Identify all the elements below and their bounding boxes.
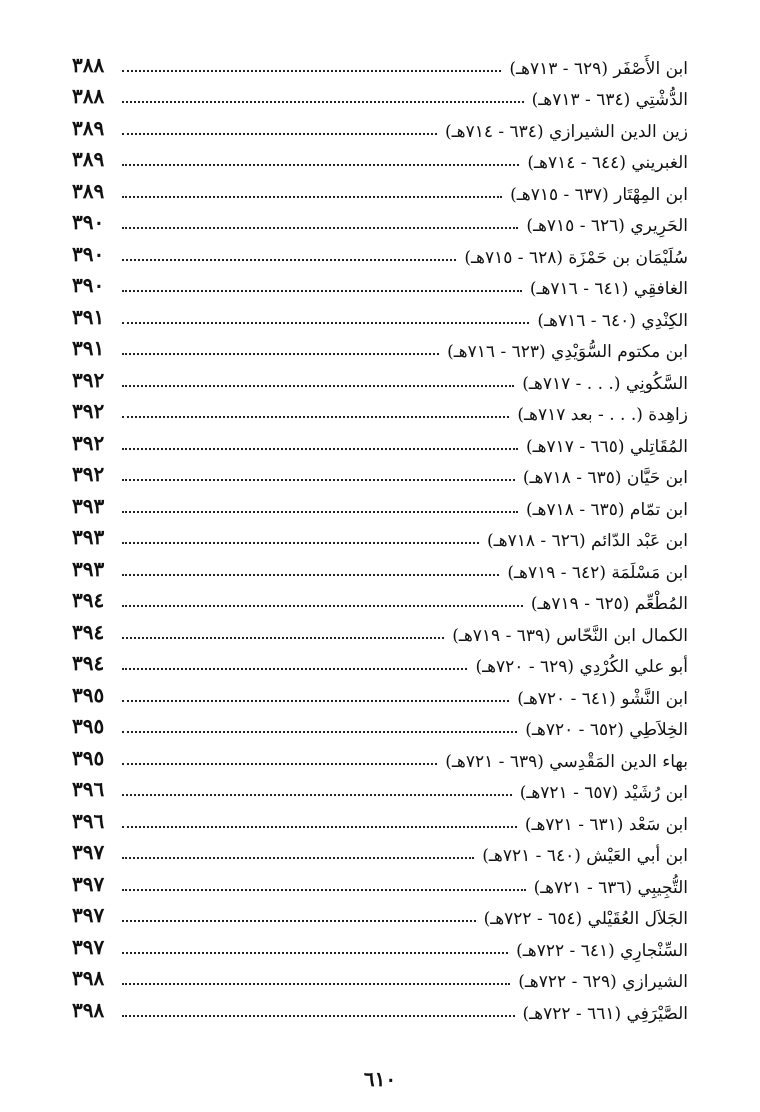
toc-row bbox=[72, 334, 688, 366]
toc-page-number: ٣٩٦ bbox=[72, 777, 105, 801]
toc-entry-name: الصَّيْرَفِي (٦٦١ - ٧٢٢هـ) bbox=[522, 1003, 688, 1024]
dot-leader bbox=[122, 763, 437, 765]
dot-leader bbox=[122, 889, 526, 891]
toc-page-number: ٣٩٨ bbox=[72, 997, 105, 1022]
dot-leader bbox=[122, 259, 456, 261]
toc-page-number: ٣٨٩ bbox=[72, 115, 105, 140]
dot-leader bbox=[122, 353, 439, 355]
toc-page-number: ٣٩٧ bbox=[72, 903, 105, 927]
toc-entry-name: ابن عَبْد الدّائم (٦٢٦ - ٧١٨هـ) bbox=[487, 531, 688, 551]
toc-page-number: ٣٩٤ bbox=[72, 588, 105, 612]
toc-entry-name: السِّنْجارِي (٦٤١ - ٧٢٢هـ) bbox=[516, 940, 688, 961]
dot-leader bbox=[122, 196, 502, 198]
toc-page-number: ٣٩٠ bbox=[72, 210, 105, 234]
dot-leader bbox=[122, 605, 523, 607]
toc-page-number: ٣٨٩ bbox=[72, 178, 105, 203]
toc-page-number: ٣٩٢ bbox=[72, 399, 105, 423]
toc-entry-name: زاهِدة (. . . - بعد ٧١٧هـ) bbox=[517, 405, 688, 425]
dot-leader bbox=[122, 983, 510, 985]
toc-entry-name: بهاء الدين المَقْدِسي (٦٣٩ - ٧٢١هـ) bbox=[445, 751, 688, 772]
toc-entry-name: ابن أبي العَيْش (٦٤٠ - ٧٢١هـ) bbox=[482, 846, 688, 866]
toc-row bbox=[72, 649, 688, 681]
toc-row bbox=[72, 586, 688, 618]
toc-page-number: ٣٩٣ bbox=[72, 493, 105, 518]
toc-row bbox=[72, 964, 688, 996]
toc-entry-name: ابن تمّام (٦٣٥ - ٧١٨هـ) bbox=[525, 499, 688, 520]
dot-leader bbox=[122, 637, 444, 639]
dot-leader bbox=[122, 479, 515, 481]
table-of-contents bbox=[72, 50, 688, 1027]
toc-entry-name: ابن سَعْد (٦٣١ - ٧٢١هـ) bbox=[524, 814, 688, 835]
dot-leader bbox=[122, 290, 522, 292]
toc-page-number: ٣٨٩ bbox=[72, 147, 105, 171]
toc-entry-name: الدُّشْتِي (٦٣٤ - ٧١٣هـ) bbox=[531, 90, 688, 110]
dot-leader bbox=[122, 826, 517, 828]
toc-page-number: ٣٩١ bbox=[72, 304, 105, 329]
toc-entry-name: ابن الأَصْفَر (٦٢٩ - ٧١٣هـ) bbox=[509, 58, 688, 79]
toc-entry-name: الكِنْدِي (٦٤٠ - ٧١٦هـ) bbox=[537, 310, 688, 331]
toc-page-number: ٣٩٧ bbox=[72, 840, 105, 864]
toc-row bbox=[72, 50, 688, 82]
dot-leader bbox=[122, 385, 514, 387]
toc-entry-name: الحَرِيري (٦٢٦ - ٧١٥هـ) bbox=[526, 216, 688, 236]
toc-entry-name: ابن حَيَّان (٦٣٥ - ٧١٨هـ) bbox=[522, 468, 688, 488]
dot-leader bbox=[122, 511, 518, 513]
toc-row bbox=[72, 365, 688, 397]
toc-row bbox=[72, 239, 688, 271]
toc-row bbox=[72, 460, 688, 492]
toc-entry-name: الخِلاَطِي (٦٥٢ - ٧٢٠هـ) bbox=[525, 720, 688, 740]
toc-row bbox=[72, 271, 688, 303]
dot-leader bbox=[122, 1015, 515, 1017]
toc-row bbox=[72, 838, 688, 870]
toc-entry-name: الكمال ابن النَّحّاس (٦٣٩ - ٧١٩هـ) bbox=[452, 625, 688, 646]
toc-page-number: ٣٩٢ bbox=[72, 430, 105, 455]
toc-entry-name: التُّجِيبِي (٦٣٦ - ٧٢١هـ) bbox=[533, 877, 688, 898]
toc-row bbox=[72, 617, 688, 649]
dot-leader bbox=[122, 164, 519, 166]
toc-row bbox=[72, 554, 688, 586]
toc-entry-name: ابن مَسْلَمَة (٦٤٢ - ٧١٩هـ) bbox=[507, 562, 688, 583]
toc-page-number: ٣٩٥ bbox=[72, 682, 105, 707]
dot-leader bbox=[122, 448, 518, 450]
toc-row bbox=[72, 176, 688, 208]
toc-row bbox=[72, 145, 688, 177]
toc-row bbox=[72, 82, 688, 114]
toc-page-number: ٣٩٢ bbox=[72, 462, 105, 486]
toc-page-number: ٣٨٨ bbox=[72, 52, 105, 77]
toc-entry-name: الغافقِي (٦٤١ - ٧١٦هـ) bbox=[529, 279, 688, 299]
toc-row bbox=[72, 995, 688, 1027]
toc-entry-name: أبو علي الكُرْدِي (٦٢٩ - ٧٢٠هـ) bbox=[475, 657, 688, 677]
toc-entry-name: السَّكُونِي (. . . - ٧١٧هـ) bbox=[522, 373, 688, 394]
toc-entry-name: الغبريني (٦٤٤ - ٧١٤هـ) bbox=[527, 153, 688, 173]
toc-entry-name: ابن النَّشْو (٦٤١ - ٧٢٠هـ) bbox=[517, 688, 688, 709]
dot-leader bbox=[122, 920, 476, 922]
toc-entry-name: الجَلاَل العُقَيْلي (٦٥٤ - ٧٢٢هـ) bbox=[483, 909, 688, 929]
dot-leader bbox=[122, 574, 499, 576]
toc-entry-name: الشيرازي (٦٢٩ - ٧٢٢هـ) bbox=[518, 972, 688, 992]
toc-row bbox=[72, 901, 688, 933]
dot-leader bbox=[122, 542, 479, 544]
toc-page-number: ٣٩٨ bbox=[72, 966, 105, 990]
toc-row bbox=[72, 806, 688, 838]
toc-row bbox=[72, 869, 688, 901]
page-footer-number: ٦١٠ bbox=[363, 1067, 397, 1091]
toc-page-number: ٣٩٥ bbox=[72, 714, 105, 738]
dot-leader bbox=[122, 227, 518, 229]
toc-row bbox=[72, 491, 688, 523]
toc-page-number: ٣٩٧ bbox=[72, 934, 105, 959]
dot-leader bbox=[122, 416, 509, 418]
toc-page-number: ٣٩٠ bbox=[72, 273, 105, 297]
toc-row bbox=[72, 113, 688, 145]
dot-leader bbox=[122, 952, 508, 954]
toc-entry-name: ابن رُشَيْد (٦٥٧ - ٧٢١هـ) bbox=[519, 783, 688, 803]
toc-row bbox=[72, 428, 688, 460]
toc-page-number: ٣٩٤ bbox=[72, 651, 105, 675]
dot-leader bbox=[122, 731, 517, 733]
toc-page-number: ٣٩٠ bbox=[72, 241, 105, 266]
dot-leader bbox=[122, 133, 437, 135]
dot-leader bbox=[122, 668, 467, 670]
toc-entry-name: سُلَيْمَان بن حَمْزَة (٦٢٨ - ٧١٥هـ) bbox=[464, 247, 688, 268]
toc-row bbox=[72, 523, 688, 555]
dot-leader bbox=[122, 70, 501, 72]
toc-row bbox=[72, 712, 688, 744]
toc-page-number: ٣٩١ bbox=[72, 336, 105, 360]
toc-page-number: ٣٩٧ bbox=[72, 871, 105, 896]
toc-page-number: ٣٩٥ bbox=[72, 745, 105, 770]
toc-entry-name: المُقَاتِلي (٦٦٥ - ٧١٧هـ) bbox=[525, 436, 688, 457]
toc-row bbox=[72, 932, 688, 964]
toc-row bbox=[72, 775, 688, 807]
dot-leader bbox=[122, 700, 509, 702]
toc-entry-name: ابن مكتوم السُّوَيْدِي (٦٢٣ - ٧١٦هـ) bbox=[447, 342, 688, 362]
toc-page-number: ٣٩٣ bbox=[72, 556, 105, 581]
toc-entry-name: ابن المِهْتَار (٦٣٧ - ٧١٥هـ) bbox=[510, 184, 688, 205]
dot-leader bbox=[122, 857, 474, 859]
toc-page-number: ٣٨٨ bbox=[72, 84, 105, 108]
toc-page-number: ٣٩٢ bbox=[72, 367, 105, 392]
dot-leader bbox=[122, 322, 529, 324]
toc-row bbox=[72, 680, 688, 712]
toc-entry-name: المُطْعِّم (٦٢٥ - ٧١٩هـ) bbox=[530, 594, 688, 614]
toc-row bbox=[72, 743, 688, 775]
toc-page-number: ٣٩٤ bbox=[72, 619, 105, 644]
toc-row bbox=[72, 397, 688, 429]
dot-leader bbox=[122, 101, 524, 103]
toc-entry-name: زين الدين الشيرازي (٦٣٤ - ٧١٤هـ) bbox=[445, 121, 688, 142]
dot-leader bbox=[122, 794, 512, 796]
toc-row bbox=[72, 302, 688, 334]
toc-row bbox=[72, 208, 688, 240]
toc-page-number: ٣٩٣ bbox=[72, 525, 105, 549]
toc-page-number: ٣٩٦ bbox=[72, 808, 105, 833]
